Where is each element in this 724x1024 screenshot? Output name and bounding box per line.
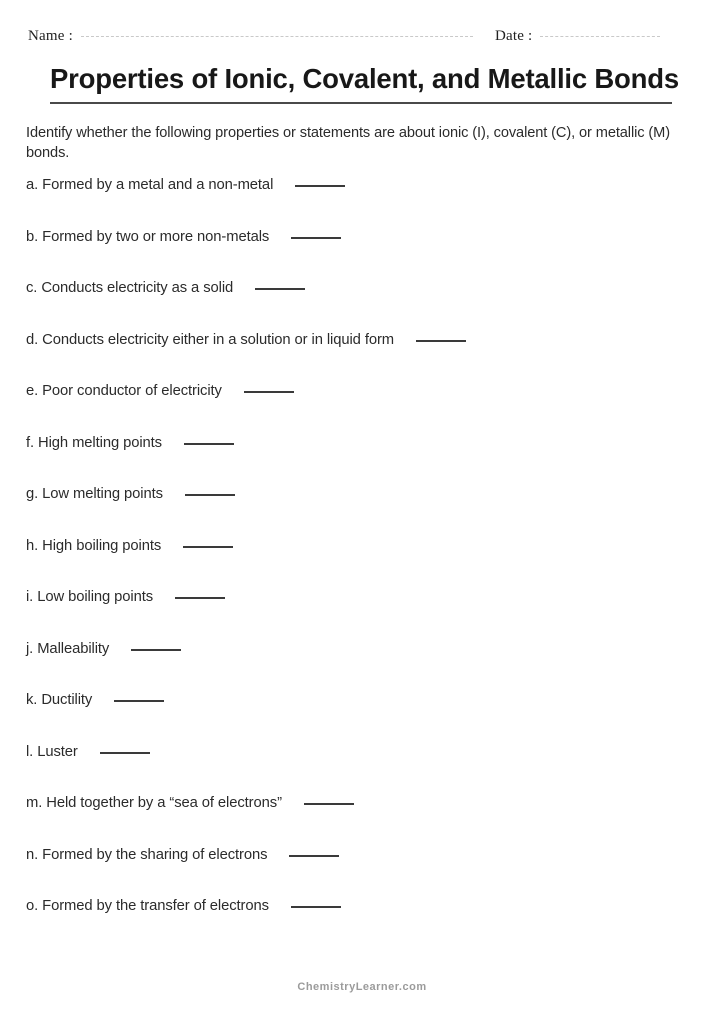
- list-item: [26, 745, 686, 797]
- question-text: k. Ductility: [26, 692, 93, 708]
- answer-blank[interactable]: [255, 288, 305, 290]
- answer-blank[interactable]: [304, 803, 354, 805]
- list-item: [26, 899, 686, 951]
- question-text: j. Malleability: [26, 640, 110, 657]
- answer-blank[interactable]: [291, 237, 341, 239]
- answer-blank[interactable]: [175, 597, 225, 599]
- question-text: i. Low boiling points: [26, 589, 154, 605]
- list-item: [26, 590, 686, 642]
- list-item: [26, 693, 686, 745]
- question-text: l. Luster: [26, 743, 78, 760]
- answer-blank[interactable]: [185, 494, 235, 496]
- answer-blank[interactable]: [295, 185, 345, 187]
- answer-blank[interactable]: [416, 340, 466, 342]
- answer-blank[interactable]: [244, 391, 294, 393]
- answer-blank[interactable]: [291, 906, 341, 908]
- question-text: b. Formed by two or more non-metals: [26, 228, 270, 245]
- answer-blank[interactable]: [289, 855, 339, 857]
- list-item: [26, 230, 686, 282]
- answer-blank[interactable]: [131, 649, 181, 651]
- name-input-line[interactable]: [81, 26, 473, 37]
- question-text: m. Held together by a “sea of electrons”: [26, 795, 282, 811]
- name-date-header: [28, 28, 688, 45]
- question-list: [26, 178, 686, 951]
- list-item: [26, 436, 686, 488]
- question-text: a. Formed by a metal and a non-metal: [26, 177, 274, 193]
- answer-blank[interactable]: [100, 752, 150, 754]
- date-input-line[interactable]: [540, 26, 660, 37]
- list-item: [26, 384, 686, 436]
- footer-attribution[interactable]: ChemistryLearner.com: [297, 981, 427, 993]
- list-item: [26, 539, 686, 591]
- name-label: Name :: [28, 28, 73, 44]
- list-item: [26, 848, 686, 900]
- question-text: d. Conducts electricity either in a solution or in liquid form: [26, 331, 395, 348]
- answer-blank[interactable]: [183, 546, 233, 548]
- list-item: [26, 281, 686, 333]
- question-text: g. Low melting points: [26, 486, 163, 502]
- list-item: [26, 333, 686, 385]
- instructions-text: Identify whether the following properties or statements are about ionic (I), covalent (C), or metallic (M) bonds.: [26, 125, 670, 161]
- date-label: Date :: [494, 28, 533, 44]
- list-item: [26, 178, 686, 230]
- title-underline-rule: [50, 102, 672, 104]
- page-title: Properties of Ionic, Covalent, and Metallic Bonds: [50, 63, 679, 94]
- list-item: [26, 796, 686, 848]
- answer-blank[interactable]: [114, 700, 164, 702]
- list-item: [26, 487, 686, 539]
- list-item: [26, 642, 686, 694]
- question-text: o. Formed by the transfer of electrons: [26, 898, 269, 914]
- question-text: c. Conducts electricity as a solid: [26, 280, 234, 296]
- question-text: n. Formed by the sharing of electrons: [26, 846, 268, 863]
- question-text: f. High melting points: [26, 434, 162, 451]
- answer-blank[interactable]: [184, 443, 234, 445]
- question-text: e. Poor conductor of electricity: [26, 383, 222, 399]
- title-block: [50, 62, 680, 104]
- question-text: h. High boiling points: [26, 537, 162, 554]
